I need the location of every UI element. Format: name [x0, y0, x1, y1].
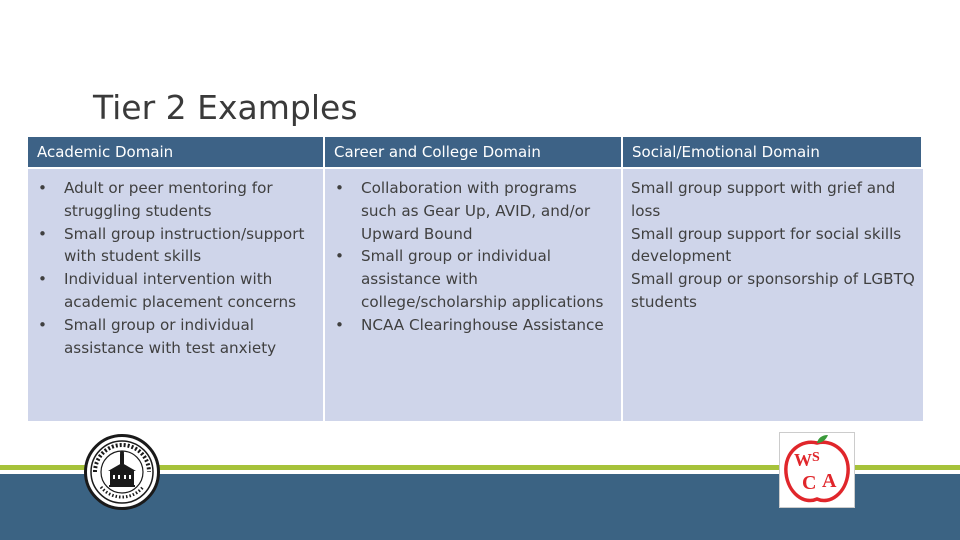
svg-text:C: C — [802, 472, 817, 494]
svg-text:A: A — [822, 470, 837, 492]
list-item: • Small group or individual assistance with college/scholarship applications — [333, 245, 613, 313]
seal-graphic — [87, 437, 157, 507]
list-item: Small group support for social skills development — [631, 224, 902, 266]
list-item: • Adult or peer mentoring for struggling students — [36, 177, 315, 223]
cell-social — [623, 167, 923, 421]
slide-title: Tier 2 Examples — [93, 88, 358, 127]
career-list — [333, 177, 613, 337]
list-item: Small group support with grief and loss — [631, 179, 896, 220]
cell-academic — [28, 167, 325, 421]
ospi-seal-logo — [84, 434, 160, 510]
list-item: • Collaboration with programs such as Gear Up, AVID, and/or Upward Bound — [333, 177, 613, 245]
list-item: • Individual intervention with academic placement concerns — [36, 268, 315, 314]
wsca-logo — [779, 432, 855, 508]
list-item: • Small group instruction/support with student skills — [36, 223, 315, 269]
list-item: Small group or sponsorship of LGBTQ students — [631, 270, 915, 311]
header-career: Career and College Domain — [325, 137, 623, 167]
academic-list — [36, 177, 315, 359]
header-social: Social/Emotional Domain — [623, 137, 923, 167]
list-item: • Small group or individual assistance with test anxiety — [36, 314, 315, 360]
wsca-graphic — [780, 433, 854, 507]
svg-text:S: S — [812, 450, 820, 465]
social-list — [631, 177, 915, 314]
tier2-table — [28, 137, 923, 421]
header-academic: Academic Domain — [28, 137, 325, 167]
list-item: • NCAA Clearinghouse Assistance — [333, 314, 613, 337]
cell-career — [325, 167, 623, 421]
svg-text:W: W — [794, 450, 812, 470]
